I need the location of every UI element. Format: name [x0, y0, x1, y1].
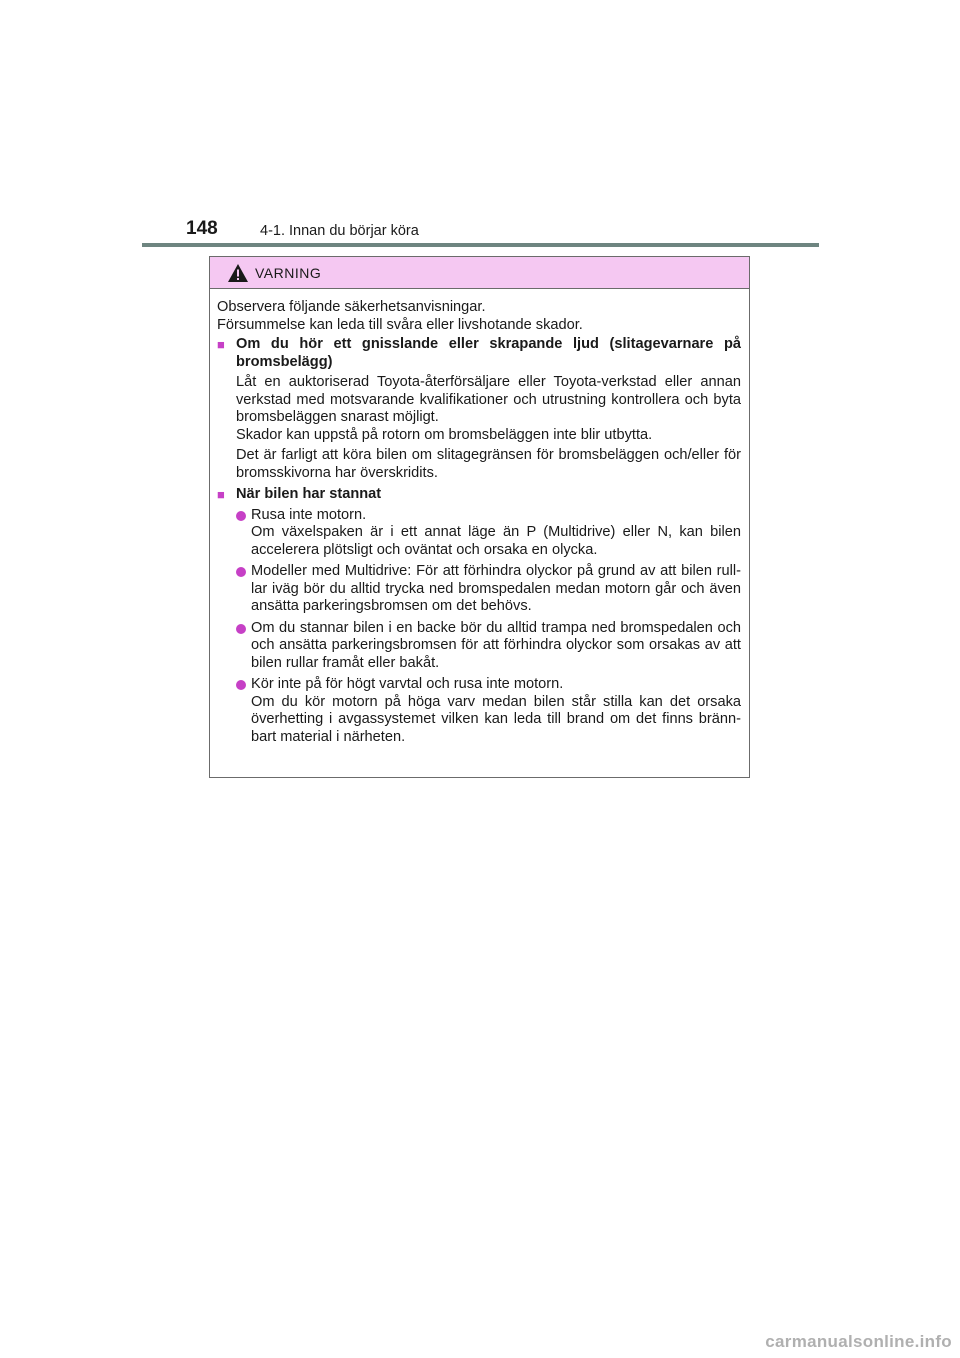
list-item-text: Modeller med Multidrive: För att förhindra olyckor på grund av att bilen rull-lar iväg bör du alltid trycka ned bromspedalen medan motorn går och även ansätta parkeringsbromsen om det behövs. [251, 563, 741, 614]
round-bullet-icon [236, 624, 246, 634]
list-item [236, 563, 741, 616]
list-item [236, 620, 741, 673]
item-paragraph: Det är farligt att köra bilen om slitagegränsen för bromsbeläggen och/eller för bromsskivorna har överskridits. [236, 447, 741, 481]
round-bullet-icon [236, 567, 246, 577]
warning-label: VARNING [255, 264, 322, 281]
watermark: carmanualsonline.info [765, 1332, 952, 1351]
round-bullet-icon [236, 680, 246, 690]
warning-triangle-icon [227, 263, 249, 283]
item-heading [217, 336, 741, 371]
round-bullet-icon [236, 511, 246, 521]
list-item-text: Kör inte på för högt varvtal och rusa inte motorn. Om du kör motorn på höga varv medan bilen står stilla kan det orsaka överhetting i avgassystemet vilken kan leda till brand om det finns bränn-bart material i närheten. [251, 676, 741, 745]
item-body [217, 374, 741, 482]
item-heading-text: Om du hör ett gnisslande eller skrapande ljud (slitagevarnare på bromsbelägg) [236, 336, 741, 370]
list-item-text: Rusa inte motorn. Om växelspaken är i ett annat läge än P (Multidrive) eller N, kan bilen accelerera plötsligt och oväntat och orsaka en olycka. [251, 506, 741, 558]
warning-box [209, 256, 750, 778]
item-heading [217, 486, 741, 504]
list-item [236, 507, 741, 560]
square-bullet-icon: ■ [217, 487, 225, 502]
warning-item-stopped [217, 486, 741, 746]
square-bullet-icon: ■ [217, 337, 225, 352]
list-item [236, 676, 741, 746]
warning-intro: Observera följande säkerhetsanvisningar. Försummelse kan leda till svåra eller livshotande skador. [217, 299, 583, 333]
header-divider [142, 243, 819, 247]
item-paragraph: Låt en auktoriserad Toyota-återförsäljare eller Toyota-verkstad eller annan verkstad med motsvarande kvalifikationer och utrustning kontrollera och byta bromsbeläggen snarast möjligt. Skador kan uppstå på rotorn om bromsbeläggen inte blir utbytta. [236, 374, 741, 443]
item-heading-text: När bilen har stannat [236, 486, 382, 502]
bullet-list [217, 507, 741, 747]
page-number: 148 [186, 218, 218, 239]
list-item-text: Om du stannar bilen i en backe bör du alltid trampa ned bromspedalen och och ansätta parkeringsbromsen för att förhindra olyckor som orsakas av att bilen rullar framåt eller bakåt. [251, 619, 741, 671]
warning-item-brake-pads [217, 336, 741, 482]
section-title: 4-1. Innan du börjar köra [260, 223, 419, 239]
warning-body [210, 289, 749, 746]
warning-header [210, 257, 749, 289]
